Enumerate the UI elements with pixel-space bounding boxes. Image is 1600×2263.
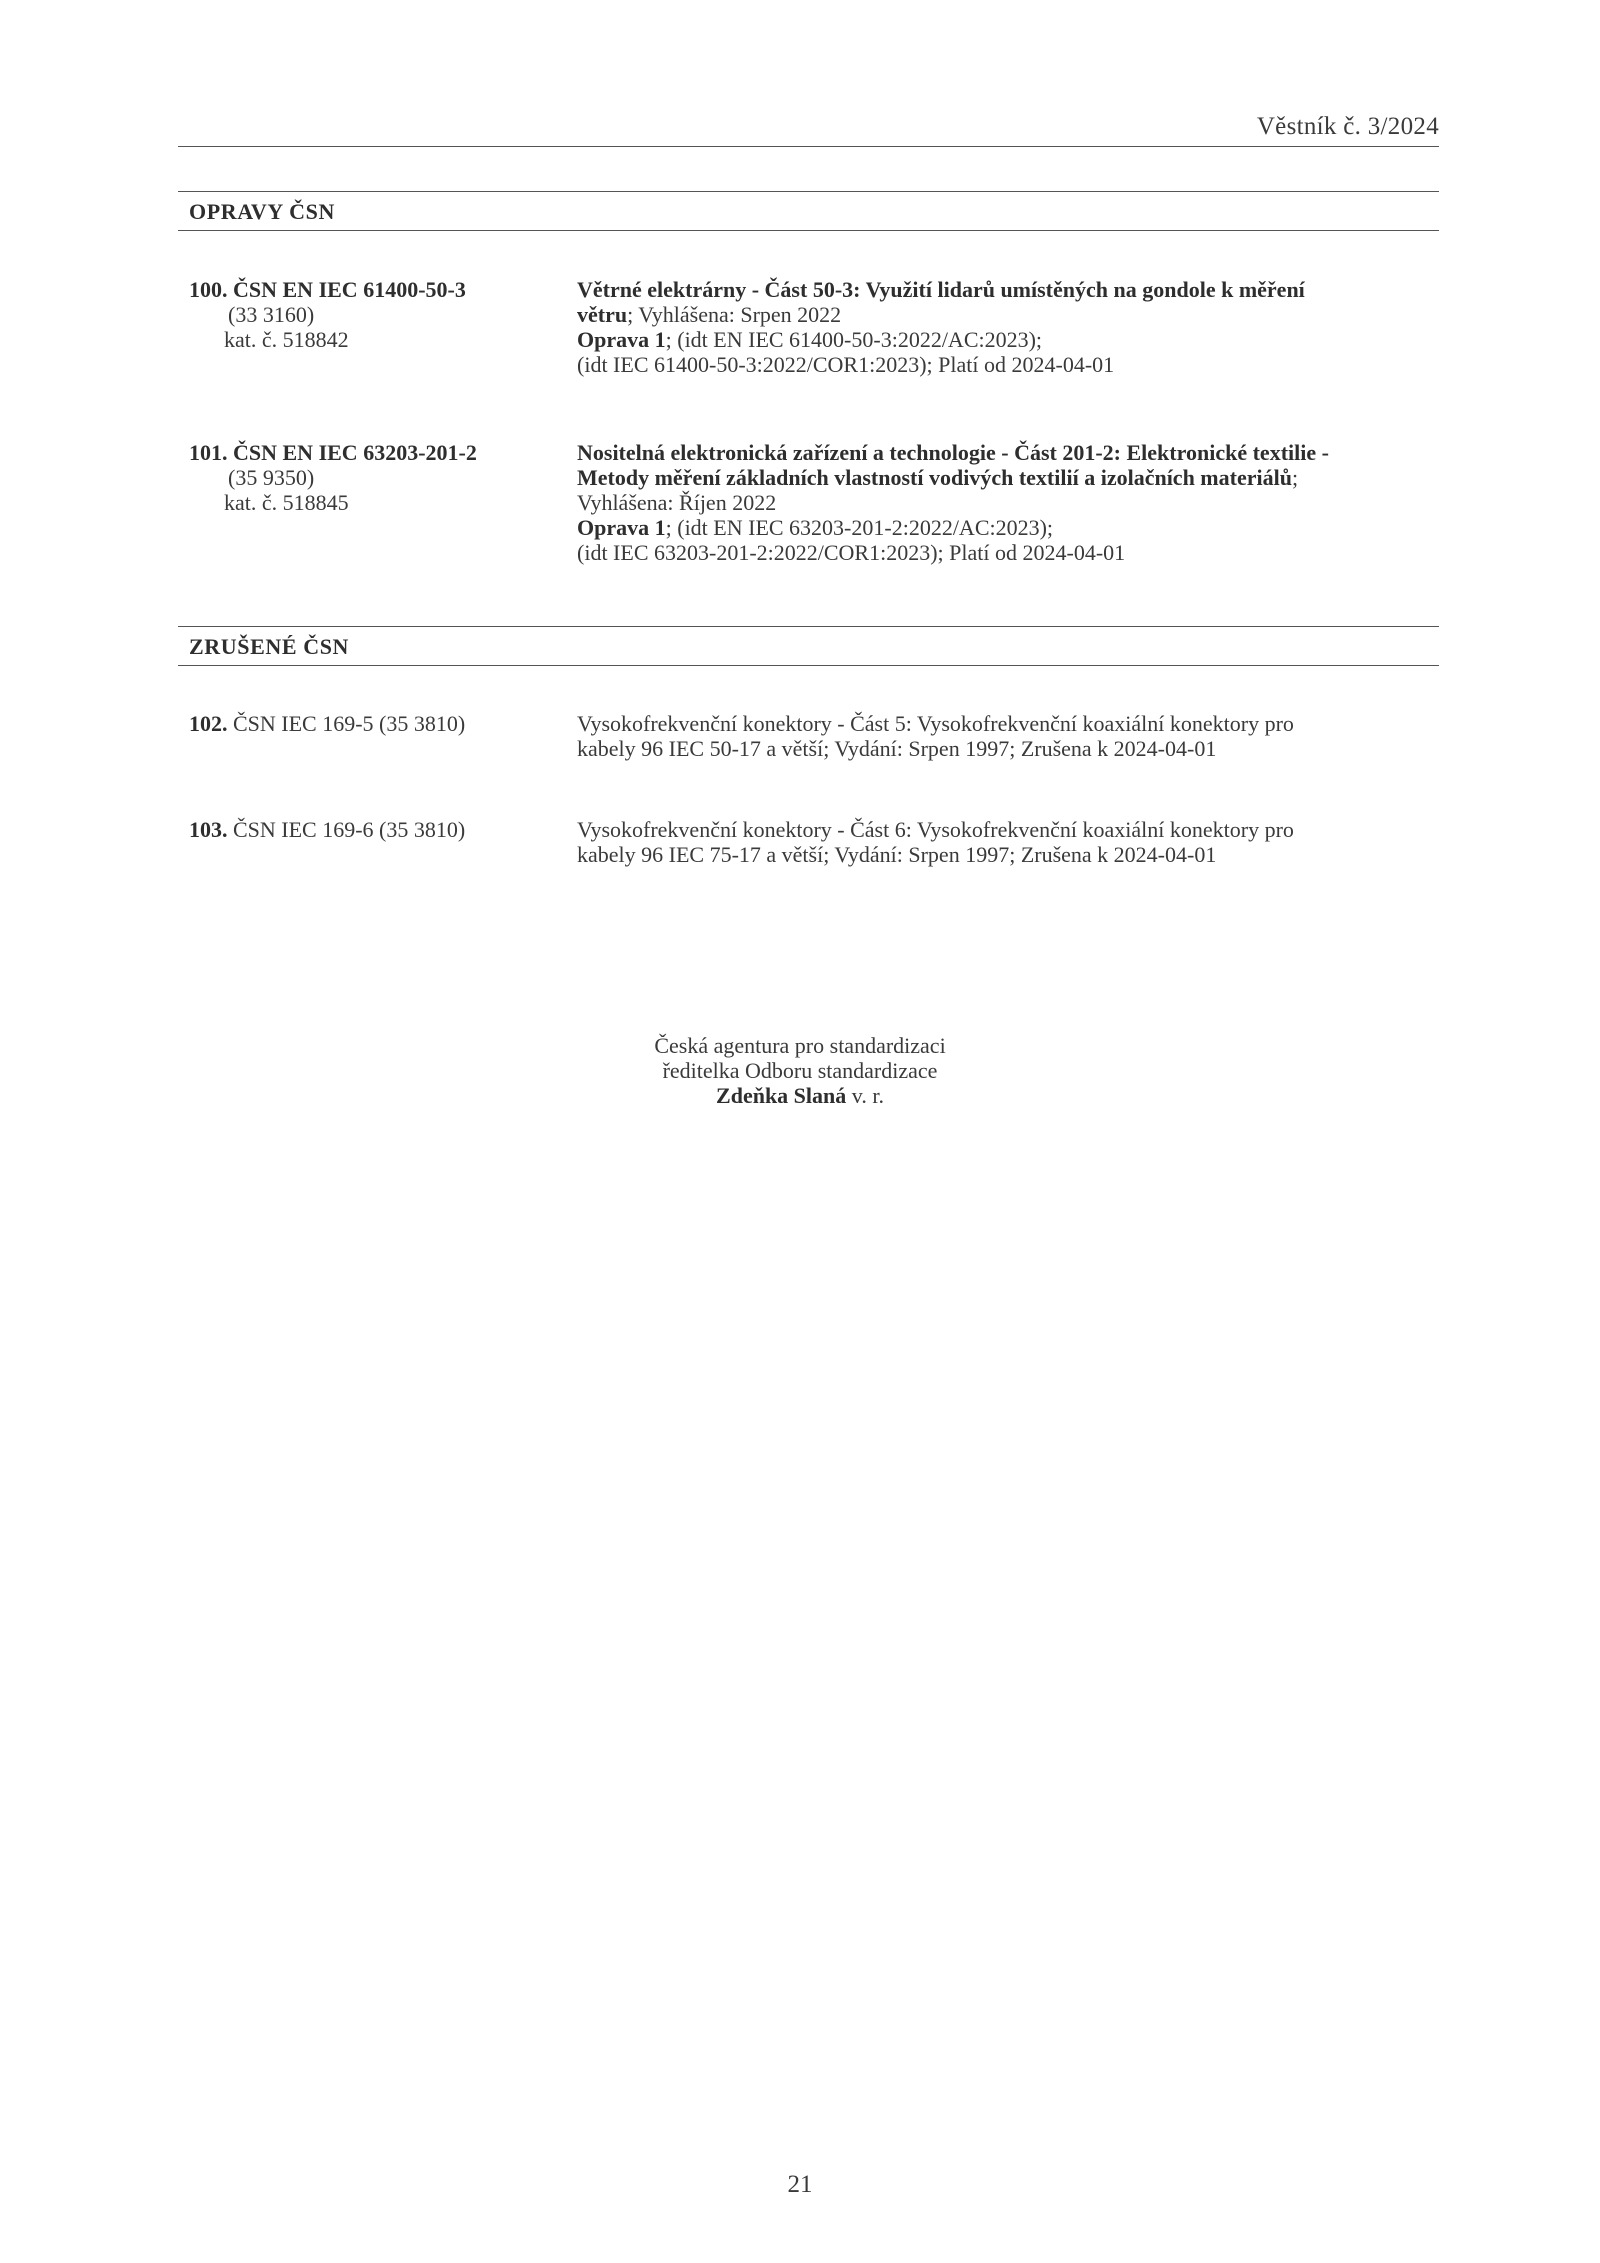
title-punctuation: ; <box>1291 465 1299 490</box>
section-rule-bottom <box>178 230 1439 231</box>
standard-title: Větrné elektrárny - Část 50-3: Využití lidarů umístěných na gondole k měření <box>577 277 1305 302</box>
amendment-ref: ; (idt EN IEC 63203-201-2:2022/AC:2023); <box>665 515 1054 540</box>
standard-title: Vysokofrekvenční konektory - Část 5: Vysokofrekvenční koaxiální konektory pro <box>577 711 1294 736</box>
section-title-corrections: OPRAVY ČSN <box>189 199 335 224</box>
entry-identifier <box>189 440 569 515</box>
standard-title: Vysokofrekvenční konektory - Část 6: Vysokofrekvenční koaxiální konektory pro <box>577 817 1294 842</box>
entry-identifier <box>189 711 569 736</box>
signatory-name: Zdeňka Slaná <box>716 1083 847 1108</box>
amendment-ref-cont: (idt IEC 63203-201-2:2022/COR1:2023); Platí od 2024-04-01 <box>577 540 1126 565</box>
entry-identifier <box>189 277 569 352</box>
classification-number: (33 3160) <box>228 302 315 327</box>
standard-title-cont: větru <box>577 302 628 327</box>
classification-number: (35 9350) <box>228 465 315 490</box>
standard-title: Nositelná elektronická zařízení a technologie - Část 201-2: Elektronické textilie - <box>577 440 1329 465</box>
page-number: 21 <box>787 2171 813 2198</box>
amendment-label: Oprava 1 <box>577 327 666 352</box>
signature-suffix: v. r. <box>846 1083 884 1108</box>
amendment-label: Oprava 1 <box>577 515 666 540</box>
amendment-ref: ; (idt EN IEC 61400-50-3:2022/AC:2023); <box>665 327 1043 352</box>
header-rule <box>178 146 1439 147</box>
entry-description <box>577 277 1437 377</box>
section-title-cancelled: ZRUŠENÉ ČSN <box>189 634 350 659</box>
entry-number: 101. <box>189 440 228 465</box>
amendment-ref-cont: (idt IEC 61400-50-3:2022/COR1:2023); Platí od 2024-04-01 <box>577 352 1115 377</box>
entry-description <box>577 711 1437 761</box>
section-rule-top <box>178 191 1439 192</box>
standard-details: kabely 96 IEC 75-17 a větší; Vydání: Srpen 1997; Zrušena k 2024-04-01 <box>577 842 1217 867</box>
announcement: ; Vyhlášena: Srpen 2022 <box>627 302 842 327</box>
signature-block <box>0 1033 1600 1108</box>
entry-identifier <box>189 817 569 842</box>
entry-description <box>577 440 1437 565</box>
standard-code: ČSN EN IEC 61400-50-3 <box>233 277 466 302</box>
section-rule-top <box>178 626 1439 627</box>
standard-title-cont: Metody měření základních vlastností vodivých textilií a izolačních materiálů <box>577 465 1292 490</box>
catalog-number: kat. č. 518842 <box>224 327 349 352</box>
signature-organization: Česká agentura pro standardizaci <box>654 1033 946 1058</box>
standard-details: kabely 96 IEC 50-17 a větší; Vydání: Srpen 1997; Zrušena k 2024-04-01 <box>577 736 1217 761</box>
catalog-number: kat. č. 518845 <box>224 490 349 515</box>
section-rule-bottom <box>178 665 1439 666</box>
entry-number: 100. <box>189 277 228 302</box>
standard-code: ČSN IEC 169-6 (35 3810) <box>227 817 466 842</box>
entry-description <box>577 817 1437 867</box>
standard-code: ČSN IEC 169-5 (35 3810) <box>227 711 466 736</box>
entry-number: 102. <box>189 711 228 736</box>
bulletin-header: Věstník č. 3/2024 <box>1256 113 1439 140</box>
standard-code: ČSN EN IEC 63203-201-2 <box>233 440 477 465</box>
entry-number: 103. <box>189 817 228 842</box>
announcement: Vyhlášena: Říjen 2022 <box>577 490 777 515</box>
signature-role: ředitelka Odboru standardizace <box>662 1058 938 1083</box>
